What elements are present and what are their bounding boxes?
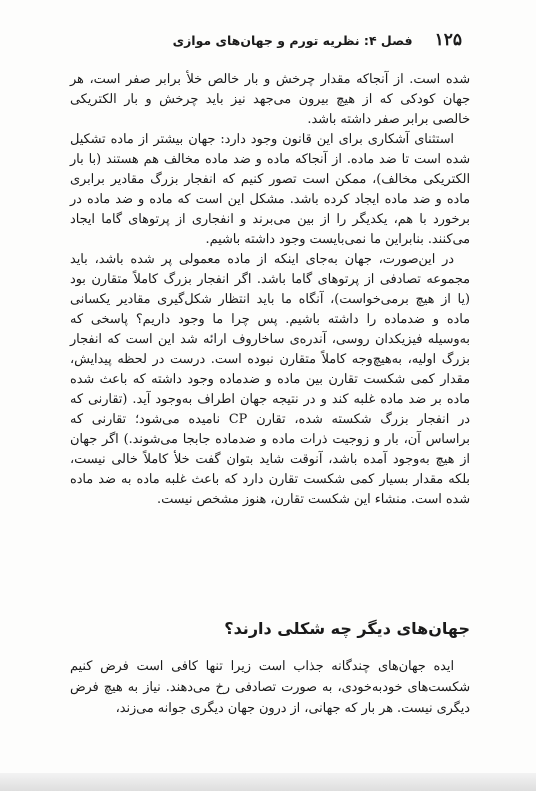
paragraph: در این‌صورت، جهان به‌جای اینکه از ماده معمولی پر شده باشد، باید مجموعه تصادفی از پرتوهای گاما باشد. اگر انفجار بزرگ کاملاً متقارن بود (یا از هیچ برمی‌خواست)، آنگاه ما باید انتظار شکل‌گیری مقادیر یکسانی ماده و ضدماده را داشته باشیم. پس چرا ما وجود داریم؟ پاسخی که به‌وسیله فیزیکدان روسی، آندره‌ی ساخاروف ارائه شد این است که انفجار بزرگ اولیه، به‌هیچ‌وجه کاملاً متقارن نبوده است. درست در لحظه پیدایش، مقدار کمی شکست تقارن بین ماده و ضدماده وجود داشته که باعث شده ماده بر ضد ماده غلبه کند و در نتیجه جهان اطراف به‌وجود آید. (تقارنی که در انفجار بزرگ شکسته شده، تقارن CP نامیده می‌شود؛ تقارنی که براساس آن، بار و زوجیت ذرات ماده و ضدماده جابجا می‌شوند.) اگر جهان از هیچ به‌وجود آمده باشد، آنوقت شاید بتوان گفت خلأ کاملاً خالی نیست، بلکه مقدار بسیار کمی شکست تقارن دارد که باعث غلبه ماده به ضد ماده شده است. منشاء این شکست تقارن، هنوز مشخص نیست. <box>70 252 470 507</box>
chapter-title: فصل ۴: نظریه تورم و جهان‌های موازی <box>172 33 413 48</box>
paragraph: شده است. از آنجا‌که مقدار چرخش و بار خالص خلأ برابر صفر است، هر جهان کودکی که از هیچ بیرون می‌جهد نیز باید چرخش و بار الکتریکی خالصی برابر صفر داشته باشد. <box>70 72 470 127</box>
paragraph: ایده جهان‌های چندگانه جذاب است زیرا تنها کافی است فرض کنیم شکست‌های خودبه‌خودی، به صورت تصادفی رخ می‌دهند. نیاز به هیچ فرض دیگری نیست. هر بار که جهانی، از درون جهان دیگری جوانه می‌زند، <box>70 659 470 716</box>
page-number: ۱۲۵ <box>434 30 462 50</box>
paragraph: استثنای آشکاری برای این قانون وجود دارد: جهان بیشتر از ماده تشکیل شده است تا ضد ماده. از آنجا‌که ماده و ضد ماده مخالف هم هستند (با بار الکتریکی مخالف)، ممکن است تصور کنیم که انفجار بزرگ مقادیر برابری ماده و ضد ماده ایجاد کرده باشد. مشکل این است که ماده و ضد ماده در برخورد با هم، یکدیگر را از بین می‌برند و انفجاری از پرتوهای گاما ایجاد می‌کنند. بنابراین ما نمی‌بایست وجود داشته باشیم. <box>70 132 470 247</box>
body-text <box>70 70 470 510</box>
section-text <box>70 656 470 719</box>
section-heading: جهان‌های دیگر چه شکلی دارند؟ <box>224 619 470 638</box>
page-bottom-edge <box>0 773 536 791</box>
running-header <box>44 30 462 50</box>
